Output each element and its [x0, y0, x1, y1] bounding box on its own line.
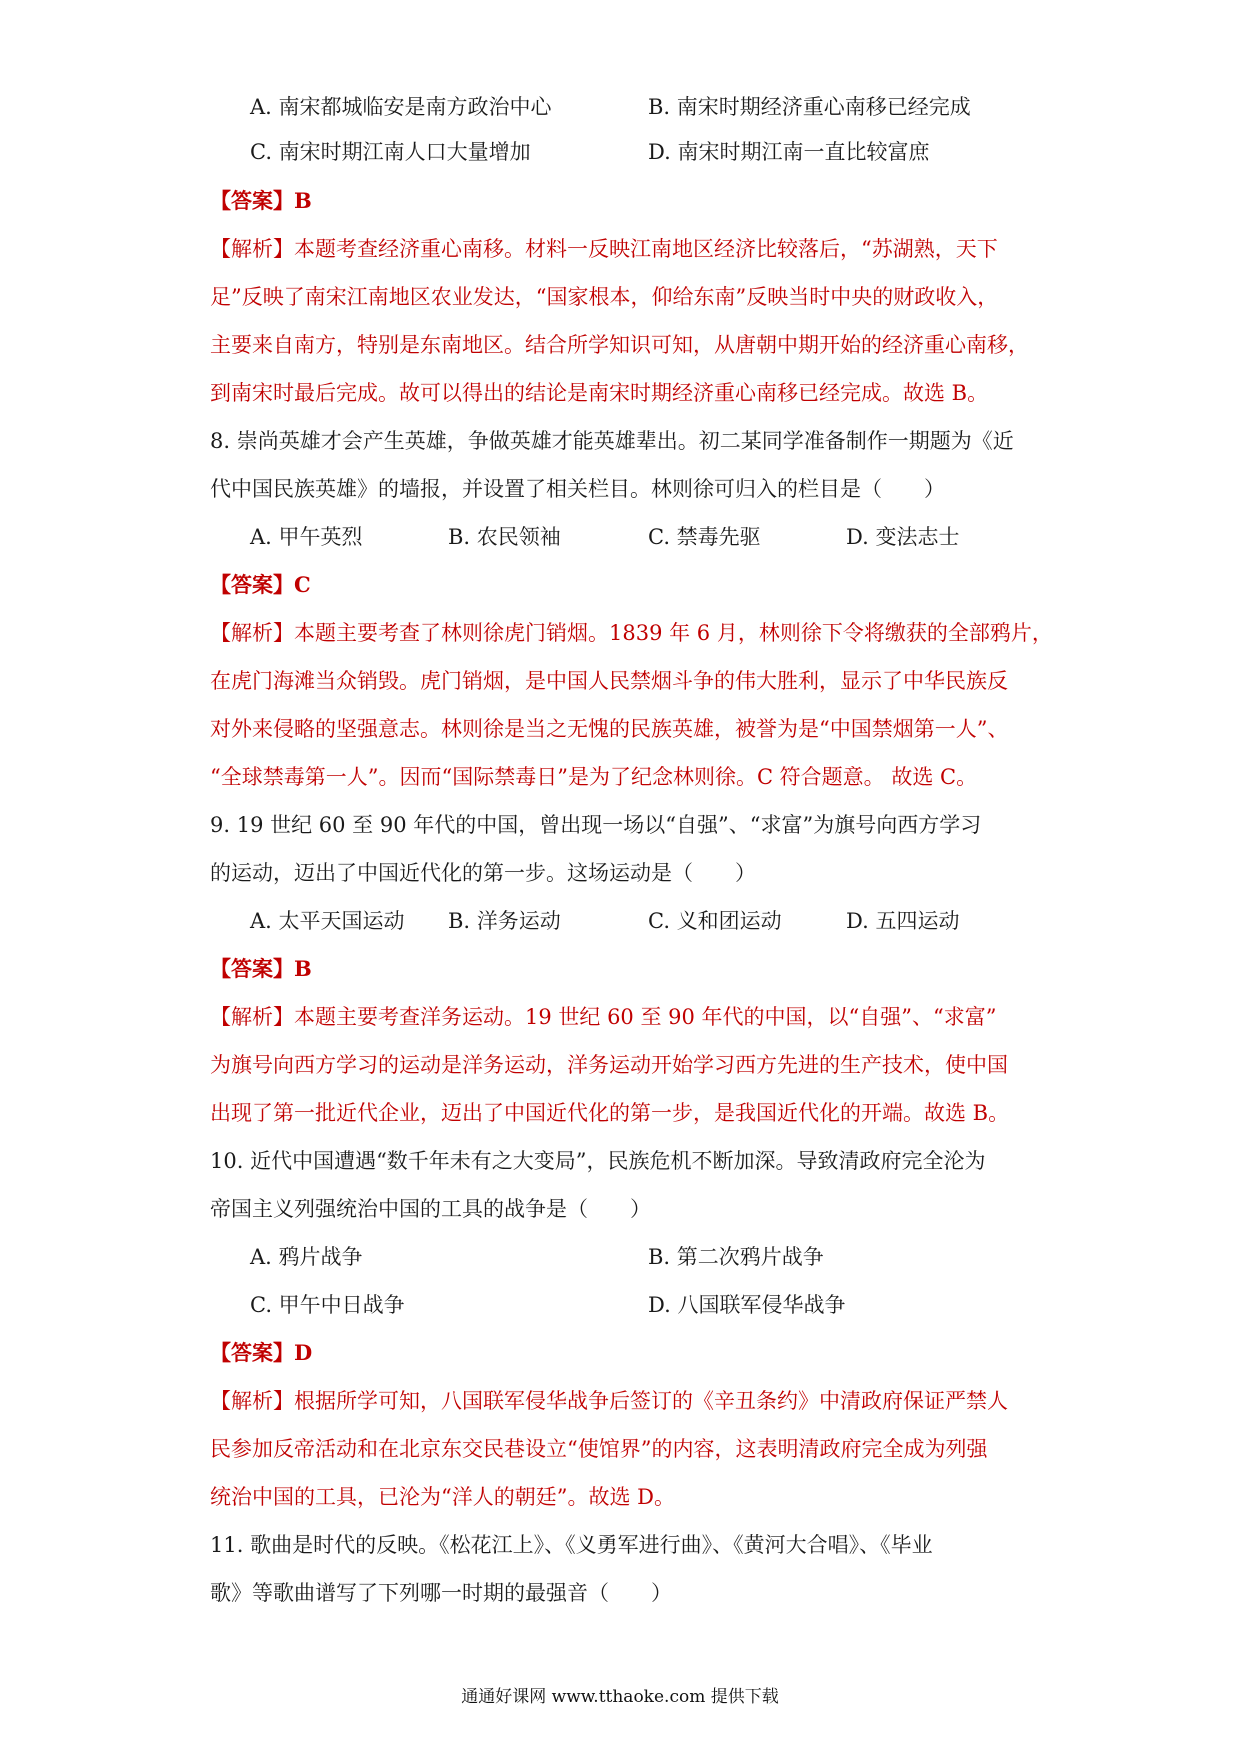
q11-stem-line: 11. 歌曲是时代的反映。《松花江上》、《义勇军进行曲》、《黄河大合唱》、《毕业 [210, 1533, 933, 1557]
q8-stem-line: 8. 崇尚英雄才会产生英雄，争做英雄才能英雄辈出。初二某同学准备制作一期题为《近 [210, 429, 1014, 453]
q10-analysis-line: 统治中国的工具，已沦为“洋人的朝廷”。故选 D。 [210, 1485, 675, 1509]
q7-answer: 【答案】B [210, 188, 312, 213]
q8-option-a: A. 甲午英烈 [250, 525, 363, 549]
q10-stem-line: 10. 近代中国遭遇“数千年未有之大变局”，民族危机不断加深。导致清政府完全沦为 [210, 1149, 986, 1173]
q9-option-c: C. 义和团运动 [648, 909, 782, 933]
q8-analysis-line: “全球禁毒第一人”。因而“国际禁毒日”是为了纪念林则徐。C 符合题意。 故选 C。 [210, 765, 978, 789]
q10-option-d: D. 八国联军侵华战争 [648, 1293, 846, 1317]
q7-analysis-line: 到南宋时最后完成。故可以得出的结论是南宋时期经济重心南移已经完成。故选 B。 [210, 381, 989, 405]
page-footer: 通通好课网 www.tthaoke.com 提供下载 [461, 1687, 779, 1707]
q8-analysis-line: 【解析】本题主要考查了林则徐虎门销烟。1839 年 6 月，林则徐下令将缴获的全部鸦片， [210, 621, 1053, 645]
q11-stem-line: 歌》等歌曲谱写了下列哪一时期的最强音（ ） [210, 1581, 672, 1605]
q10-analysis-line: 【解析】根据所学可知，八国联军侵华战争后签订的《辛丑条约》中清政府保证严禁人 [210, 1389, 1008, 1413]
q10-option-b: B. 第二次鸦片战争 [648, 1245, 824, 1269]
q8-option-c: C. 禁毒先驱 [648, 525, 761, 549]
q9-answer: 【答案】B [210, 956, 312, 981]
q7-option-a: A. 南宋都城临安是南方政治中心 [250, 95, 552, 119]
q7-analysis-line: 【解析】本题考查经济重心南移。材料一反映江南地区经济比较落后，“苏湖熟，天下 [210, 237, 998, 261]
q9-option-b: B. 洋务运动 [448, 909, 561, 933]
q9-analysis-line: 为旗号向西方学习的运动是洋务运动，洋务运动开始学习西方先进的生产技术，使中国 [210, 1053, 1008, 1077]
q8-analysis-line: 在虎门海滩当众销毁。虎门销烟，是中国人民禁烟斗争的伟大胜利，显示了中华民族反 [210, 669, 1008, 693]
q10-option-c: C. 甲午中日战争 [250, 1293, 405, 1317]
q8-option-b: B. 农民领袖 [448, 525, 561, 549]
q7-analysis-line: 主要来自南方，特别是东南地区。结合所学知识可知，从唐朝中期开始的经济重心南移， [210, 333, 1029, 357]
q8-option-d: D. 变法志士 [846, 525, 960, 549]
q7-option-d: D. 南宋时期江南一直比较富庶 [648, 140, 930, 164]
q8-answer: 【答案】C [210, 572, 311, 597]
q9-stem-line: 的运动，迈出了中国近代化的第一步。这场运动是（ ） [210, 861, 756, 885]
q9-analysis-line: 【解析】本题主要考查洋务运动。19 世纪 60 至 90 年代的中国，以“自强”、“求富” [210, 1005, 997, 1029]
q7-option-b: B. 南宋时期经济重心南移已经完成 [648, 95, 971, 119]
q10-option-a: A. 鸦片战争 [250, 1245, 363, 1269]
q10-answer: 【答案】D [210, 1340, 313, 1365]
q9-analysis-line: 出现了第一批近代企业，迈出了中国近代化的第一步，是我国近代化的开端。故选 B。 [210, 1101, 1010, 1125]
q7-analysis-line: 足”反映了南宋江南地区农业发达，“国家根本，仰给东南”反映当时中央的财政收入， [210, 285, 999, 309]
q10-analysis-line: 民参加反帝活动和在北京东交民巷设立“使馆界”的内容，这表明清政府完全成为列强 [210, 1437, 988, 1461]
q9-option-d: D. 五四运动 [846, 909, 960, 933]
q9-option-a: A. 太平天国运动 [250, 909, 405, 933]
q9-stem-line: 9. 19 世纪 60 至 90 年代的中国，曾出现一场以“自强”、“求富”为旗号向西方学习 [210, 813, 982, 837]
q7-option-c: C. 南宋时期江南人口大量增加 [250, 140, 531, 164]
q10-stem-line: 帝国主义列强统治中国的工具的战争是（ ） [210, 1197, 651, 1221]
q8-analysis-line: 对外来侵略的坚强意志。林则徐是当之无愧的民族英雄，被誉为是“中国禁烟第一人”、 [210, 717, 1009, 741]
q8-stem-line: 代中国民族英雄》的墙报，并设置了相关栏目。林则徐可归入的栏目是（ ） [210, 477, 945, 501]
